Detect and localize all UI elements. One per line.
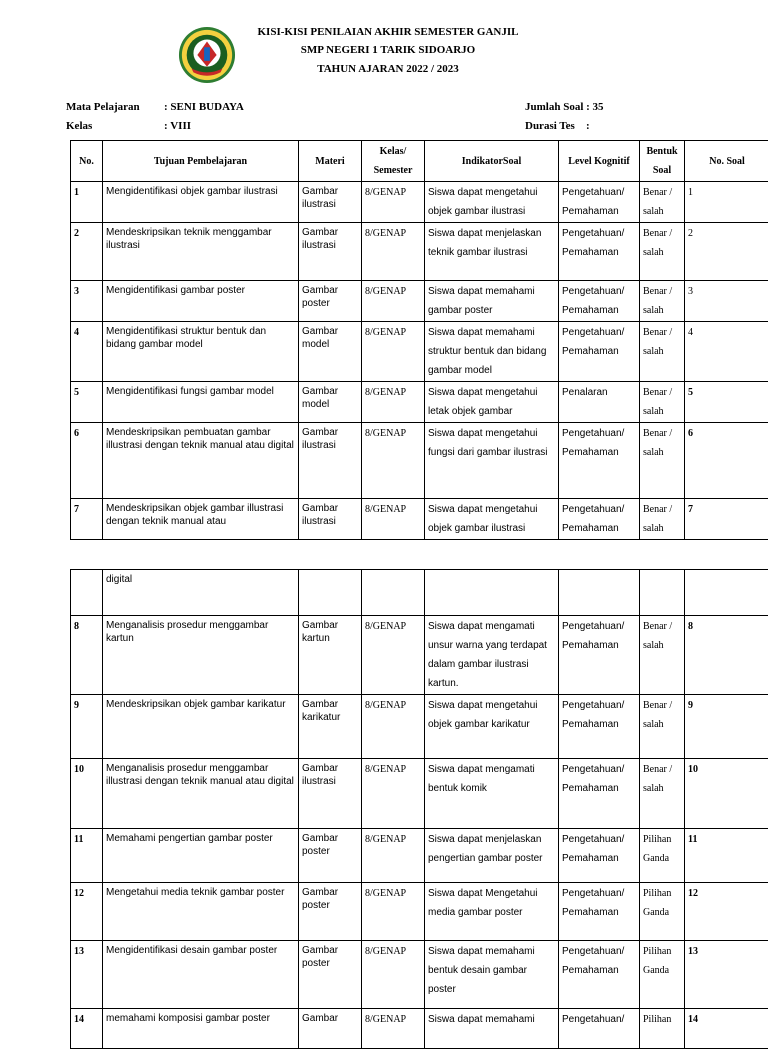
cell-no: 2 (71, 223, 103, 281)
cell-kelas: 8/GENAP (362, 423, 425, 499)
cell-materi: Gambar ilustrasi (299, 223, 362, 281)
cell-bentuk: Pilihan (640, 1009, 685, 1049)
cell-indikator: Siswa dapat mengetahui objek gambar karikatur (425, 695, 559, 759)
table-row (71, 570, 768, 616)
mapel-value: : SENI BUDAYA (164, 101, 244, 113)
cell-level: Pengetahuan/ Pemahaman (559, 281, 640, 322)
cell-level: Pengetahuan/ Pemahaman (559, 695, 640, 759)
cell-level: Pengetahuan/ Pemahaman (559, 941, 640, 1009)
cell-level: Pengetahuan/ Pemahaman (559, 616, 640, 695)
cell-nosoal: 1 (685, 182, 768, 223)
cell-nosoal: 6 (685, 423, 768, 499)
cell-tujuan: Menganalisis prosedur menggambar kartun (103, 616, 299, 695)
table-row (71, 695, 768, 759)
col-bentuk: Bentuk Soal (640, 141, 685, 182)
col-indikator: IndikatorSoal (425, 141, 559, 182)
cell-indikator: Siswa dapat memahami gambar poster (425, 281, 559, 322)
cell-materi: Gambar model (299, 322, 362, 382)
cell-level: Pengetahuan/ Pemahaman (559, 759, 640, 829)
cell-bentuk: Pilihan Ganda (640, 829, 685, 883)
cell-bentuk: Benar / salah (640, 423, 685, 499)
cell-bentuk: Benar / salah (640, 616, 685, 695)
cell-tujuan: Mengidentifikasi desain gambar poster (103, 941, 299, 1009)
cell-kelas: 8/GENAP (362, 883, 425, 941)
mapel-label: Mata Pelajaran (66, 101, 140, 113)
cell-tujuan: Mengidentifikasi gambar poster (103, 281, 299, 322)
table-row (71, 382, 768, 423)
cell-level: Pengetahuan/ Pemahaman (559, 423, 640, 499)
table-row (71, 1009, 768, 1049)
cell-indikator: Siswa dapat menjelaskan teknik gambar ilustrasi (425, 223, 559, 281)
cell-materi: Gambar ilustrasi (299, 182, 362, 223)
cell-kelas: 8/GENAP (362, 759, 425, 829)
table-row (71, 281, 768, 322)
cell-nosoal: 13 (685, 941, 768, 1009)
cell-indikator: Siswa dapat Mengetahui media gambar poster (425, 883, 559, 941)
cell-materi: Gambar kartun (299, 616, 362, 695)
kelas-value: : VIII (164, 120, 191, 132)
cell-no (71, 570, 103, 616)
cell-kelas: 8/GENAP (362, 322, 425, 382)
cell-nosoal: 10 (685, 759, 768, 829)
cell-materi: Gambar karikatur (299, 695, 362, 759)
document-title: KISI-KISI PENILAIAN AKHIR SEMESTER GANJIL (200, 26, 576, 38)
cell-materi: Gambar poster (299, 941, 362, 1009)
cell-bentuk: Benar / salah (640, 499, 685, 540)
table-row (71, 223, 768, 281)
school-name: SMP NEGERI 1 TARIK SIDOARJO (200, 44, 576, 56)
cell-materi: Gambar (299, 1009, 362, 1049)
table-row (71, 182, 768, 223)
cell-indikator: Siswa dapat mengetahui objek gambar ilustrasi (425, 499, 559, 540)
cell-indikator: Siswa dapat mengamati bentuk komik (425, 759, 559, 829)
cell-tujuan: Mendeskripsikan objek gambar karikatur (103, 695, 299, 759)
cell-nosoal: 7 (685, 499, 768, 540)
cell-indikator: Siswa dapat memahami (425, 1009, 559, 1049)
cell-no: 12 (71, 883, 103, 941)
cell-kelas: 8/GENAP (362, 281, 425, 322)
table-row (71, 759, 768, 829)
cell-no: 1 (71, 182, 103, 223)
cell-tujuan: Mendeskripsikan objek gambar illustrasi dengan teknik manual atau (103, 499, 299, 540)
cell-bentuk: Benar / salah (640, 182, 685, 223)
cell-materi: Gambar poster (299, 883, 362, 941)
cell-kelas: 8/GENAP (362, 829, 425, 883)
cell-tujuan: Mengidentifikasi struktur bentuk dan bidang gambar model (103, 322, 299, 382)
cell-bentuk: Benar / salah (640, 322, 685, 382)
cell-level: Pengetahuan/ Pemahaman (559, 182, 640, 223)
cell-indikator: Siswa dapat mengetahui letak objek gambar (425, 382, 559, 423)
col-kelas: Kelas/ Semester (362, 141, 425, 182)
kisi-kisi-table-page2 (70, 569, 768, 1049)
cell-no: 10 (71, 759, 103, 829)
cell-level: Penalaran (559, 382, 640, 423)
col-level: Level Kognitif (559, 141, 640, 182)
cell-tujuan: Menganalisis prosedur menggambar illustrasi dengan teknik manual atau digital (103, 759, 299, 829)
cell-nosoal: 12 (685, 883, 768, 941)
cell-nosoal: 11 (685, 829, 768, 883)
cell-no: 7 (71, 499, 103, 540)
cell-tujuan: Mengetahui media teknik gambar poster (103, 883, 299, 941)
cell-level: Pengetahuan/ Pemahaman (559, 883, 640, 941)
cell-materi: Gambar ilustrasi (299, 759, 362, 829)
durasi-label: Durasi Tes (525, 120, 575, 132)
cell-bentuk: Benar / salah (640, 223, 685, 281)
cell-tujuan: memahami komposisi gambar poster (103, 1009, 299, 1049)
cell-tujuan: Mengidentifikasi objek gambar ilustrasi (103, 182, 299, 223)
cell-kelas: 8/GENAP (362, 695, 425, 759)
cell-indikator: Siswa dapat memahami struktur bentuk dan bidang gambar model (425, 322, 559, 382)
cell-indikator: Siswa dapat menjelaskan pengertian gambar poster (425, 829, 559, 883)
cell-no: 6 (71, 423, 103, 499)
cell-level: Pengetahuan/ Pemahaman (559, 322, 640, 382)
cell-no: 14 (71, 1009, 103, 1049)
cell-no: 5 (71, 382, 103, 423)
cell-nosoal (685, 570, 768, 616)
cell-indikator: Siswa dapat mengetahui fungsi dari gambar ilustrasi (425, 423, 559, 499)
jumlah-soal: Jumlah Soal : 35 (525, 101, 604, 113)
col-tujuan: Tujuan Pembelajaran (103, 141, 299, 182)
cell-materi: Gambar ilustrasi (299, 499, 362, 540)
cell-bentuk: Benar / salah (640, 759, 685, 829)
cell-nosoal: 5 (685, 382, 768, 423)
cell-nosoal: 2 (685, 223, 768, 281)
cell-bentuk: Pilihan Ganda (640, 941, 685, 1009)
cell-nosoal: 14 (685, 1009, 768, 1049)
cell-indikator: Siswa dapat mengetahui objek gambar ilustrasi (425, 182, 559, 223)
table-row (71, 883, 768, 941)
col-nosoal: No. Soal (685, 141, 768, 182)
cell-no: 13 (71, 941, 103, 1009)
cell-materi: Gambar ilustrasi (299, 423, 362, 499)
cell-level (559, 570, 640, 616)
cell-nosoal: 4 (685, 322, 768, 382)
cell-materi (299, 570, 362, 616)
cell-kelas (362, 570, 425, 616)
table-row (71, 616, 768, 695)
cell-materi: Gambar model (299, 382, 362, 423)
cell-bentuk: Benar / salah (640, 281, 685, 322)
academic-year: TAHUN AJARAN 2022 / 2023 (200, 63, 576, 75)
cell-level: Pengetahuan/ (559, 1009, 640, 1049)
durasi-value: : (586, 120, 590, 132)
kisi-kisi-table-page1 (70, 140, 768, 540)
cell-kelas: 8/GENAP (362, 182, 425, 223)
cell-nosoal: 3 (685, 281, 768, 322)
cell-kelas: 8/GENAP (362, 616, 425, 695)
cell-level: Pengetahuan/ Pemahaman (559, 499, 640, 540)
cell-no: 3 (71, 281, 103, 322)
cell-nosoal: 9 (685, 695, 768, 759)
cell-level: Pengetahuan/ Pemahaman (559, 829, 640, 883)
cell-kelas: 8/GENAP (362, 223, 425, 281)
col-materi: Materi (299, 141, 362, 182)
cell-kelas: 8/GENAP (362, 382, 425, 423)
cell-no: 4 (71, 322, 103, 382)
cell-tujuan: Memahami pengertian gambar poster (103, 829, 299, 883)
cell-bentuk: Pilihan Ganda (640, 883, 685, 941)
cell-kelas: 8/GENAP (362, 941, 425, 1009)
table-row (71, 829, 768, 883)
cell-bentuk: Benar / salah (640, 695, 685, 759)
cell-indikator: Siswa dapat mengamati unsur warna yang terdapat dalam gambar ilustrasi kartun. (425, 616, 559, 695)
cell-kelas: 8/GENAP (362, 1009, 425, 1049)
table-row (71, 423, 768, 499)
cell-tujuan: Mendeskripsikan pembuatan gambar illustrasi dengan teknik manual atau digital (103, 423, 299, 499)
cell-level: Pengetahuan/ Pemahaman (559, 223, 640, 281)
cell-no: 11 (71, 829, 103, 883)
cell-no: 9 (71, 695, 103, 759)
table-row (71, 322, 768, 382)
cell-indikator: Siswa dapat memahami bentuk desain gambar poster (425, 941, 559, 1009)
cell-kelas: 8/GENAP (362, 499, 425, 540)
cell-tujuan: digital (103, 570, 299, 616)
table-row (71, 499, 768, 540)
cell-tujuan: Mendeskripsikan teknik menggambar ilustrasi (103, 223, 299, 281)
cell-nosoal: 8 (685, 616, 768, 695)
cell-tujuan: Mengidentifikasi fungsi gambar model (103, 382, 299, 423)
cell-indikator (425, 570, 559, 616)
table-row (71, 941, 768, 1009)
cell-no: 8 (71, 616, 103, 695)
col-no: No. (71, 141, 103, 182)
cell-materi: Gambar poster (299, 281, 362, 322)
table-header-row (71, 141, 768, 182)
cell-bentuk: Benar / salah (640, 382, 685, 423)
kelas-label: Kelas (66, 120, 92, 132)
cell-bentuk (640, 570, 685, 616)
cell-materi: Gambar poster (299, 829, 362, 883)
